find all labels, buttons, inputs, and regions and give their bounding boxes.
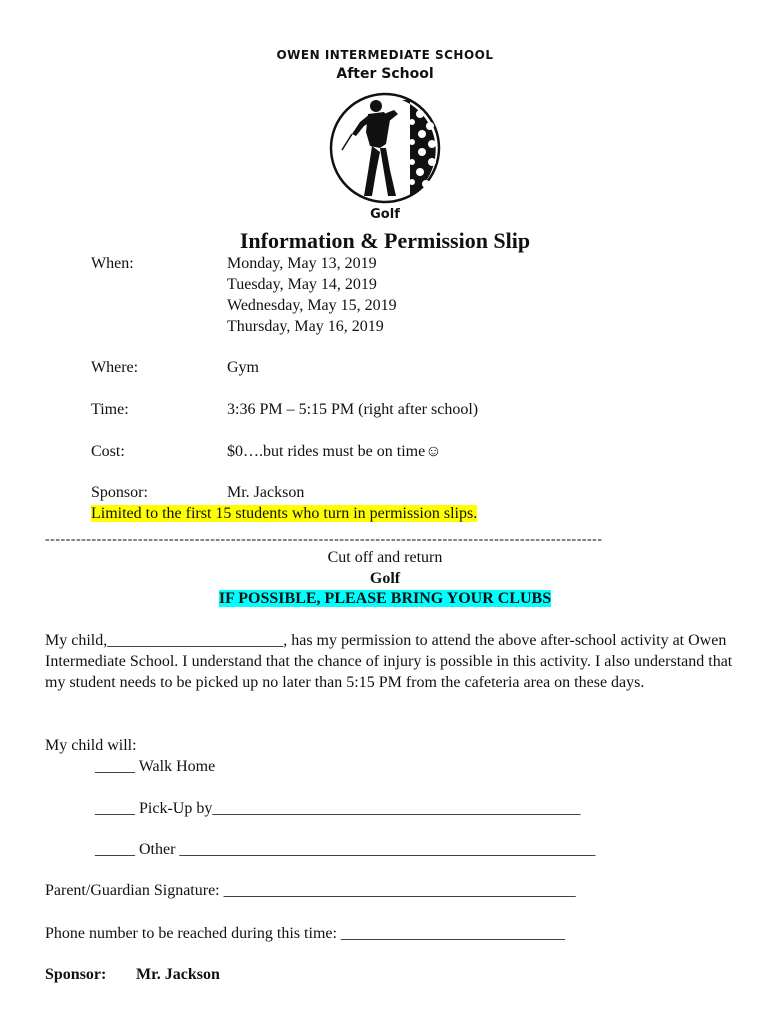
cost-value: $0….but rides must be on time☺ xyxy=(227,443,442,460)
date-thursday: Thursday, May 16, 2019 xyxy=(227,318,384,335)
date-tuesday: Tuesday, May 14, 2019 xyxy=(227,276,377,293)
program-subtitle: After School xyxy=(336,66,434,82)
sponsor-label: Sponsor: xyxy=(91,484,148,501)
golfer-logo xyxy=(322,92,448,204)
where-value: Gym xyxy=(227,359,259,376)
date-monday: Monday, May 13, 2019 xyxy=(227,255,377,272)
other-option[interactable]: _____ Other ____________________________________________________ xyxy=(95,841,596,858)
time-value: 3:36 PM – 5:15 PM (right after school) xyxy=(227,401,479,418)
logo-caption: Golf xyxy=(370,207,400,222)
pickup-option[interactable]: _____ Pick-Up by______________________________________________ xyxy=(95,800,581,817)
school-name: OWEN INTERMEDIATE SCHOOL xyxy=(276,48,494,62)
where-label: Where: xyxy=(91,359,139,376)
permission-paragraph xyxy=(45,630,735,693)
sponsor-value: Mr. Jackson xyxy=(227,484,305,501)
signature-line[interactable]: Parent/Guardian Signature: ____________________________________________ xyxy=(45,882,576,899)
when-label: When: xyxy=(91,255,134,272)
walk-home-option[interactable]: _____ Walk Home xyxy=(95,758,216,775)
time-label: Time: xyxy=(91,401,129,418)
page-title: Information & Permission Slip xyxy=(239,228,531,253)
cut-line: ------------------------------------------------------------------------------------------------------------ xyxy=(45,532,603,547)
permission-text: My child,______________________, has my permission to attend the above after-school activity at Owen Intermediate School. I understand that the chance of injury is possible in this activity. I also understand that my student needs to be picked up no later than 5:15 PM from the cafeteria area on these days. xyxy=(45,632,733,691)
footer-sponsor-label: Sponsor: xyxy=(45,966,107,983)
date-wednesday: Wednesday, May 15, 2019 xyxy=(227,297,397,314)
cost-label: Cost: xyxy=(91,443,125,460)
clubs-notice: IF POSSIBLE, PLEASE BRING YOUR CLUBS xyxy=(218,590,552,607)
phone-line[interactable]: Phone number to be reached during this time: ____________________________ xyxy=(45,925,565,942)
child-will-label: My child will: xyxy=(45,737,137,754)
cutoff-instruction: Cut off and return xyxy=(327,549,443,566)
cutoff-activity: Golf xyxy=(369,570,401,587)
footer-sponsor-name: Mr. Jackson xyxy=(136,966,220,983)
limit-notice: Limited to the first 15 students who turn in permission slips. xyxy=(91,505,478,522)
